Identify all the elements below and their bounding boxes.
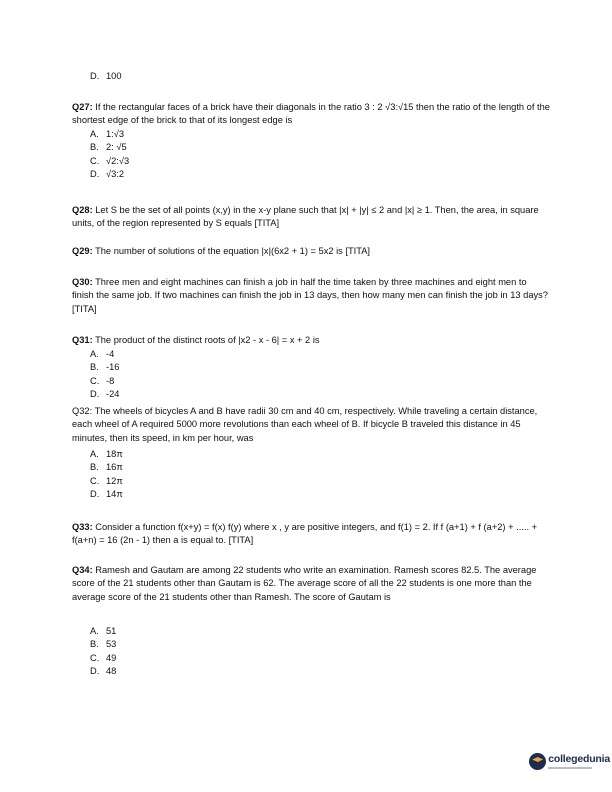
question-text: Q32: The wheels of bicycles A and B have radii 30 cm and 40 cm, respectively. While traveling a certain distance, each wheel of A required 5000 more revolutions than each wheel of B. If bicycle B traveled this distance in 45 minutes, then its speed, in km per hour, was [72,406,538,443]
question-text: Three men and eight machines can finish a job in half the time taken by three machines and eight men to finish the same job. If two machines can finish the job in 13 days, then how many men can finish the job in 13 days? [TITA] [72,277,548,314]
option-d: D. 14π [90,489,123,500]
q34-options [90,625,116,679]
option-c: C. √2:√3 [90,155,130,166]
question-label: Q30: [72,277,93,287]
question-text: Ramesh and Gautam are among 22 students who write an examination. Ramesh scores 82.5. The average score of the 21 students other than Gautam is 62. The average score of all the 22 students is one more than the average score of the 21 students other than Ramesh. The score of Gautam is [72,565,537,602]
question-29 [72,245,550,258]
question-27 [72,101,550,128]
question-text: The product of the distinct roots of |x2 - x - 6| = x + 2 is [92,335,320,345]
question-label: Q33: [72,522,93,532]
option-d: D. -24 [90,389,120,400]
graduation-cap-icon [529,753,546,770]
option-c: C. -8 [90,375,115,386]
question-text: Let S be the set of all points (x,y) in the x-y plane such that |x| + |y| ≤ 2 and |x| ≥ 1. Then, the area, in square units, of the region represented by S equals [TITA] [72,205,539,229]
option-b: B. -16 [90,362,120,373]
q27-options [90,128,129,182]
option-b: B. 53 [90,639,117,650]
option-c: C. 12π [90,475,123,486]
question-label: Q27: [72,102,93,112]
question-label: Q34: [72,565,93,575]
question-text: The number of solutions of the equation |x|(6x2 + 1) = 5x2 is [TITA] [92,246,371,256]
question-text: Consider a function f(x+y) = f(x) f(y) where x , y are positive integers, and f(1) = 2. If f (a+1) + f (a+2) + ..... + f(a+n) = 16 (2n - 1) then a is equal to. [TITA] [72,522,538,546]
q26-options [90,70,122,83]
question-34 [72,564,550,604]
option-d: D. 100 [90,71,122,81]
logo-tagline [548,767,592,769]
option-c: C. 49 [90,652,117,663]
q32-options [90,448,123,502]
question-33 [72,521,550,548]
question-label: Q28: [72,205,93,215]
option-d: D. √3:2 [90,169,125,180]
logo-name: collegedunia [548,753,610,765]
question-31 [72,334,550,347]
question-32 [72,405,550,445]
collegedunia-logo [529,753,610,770]
question-text: If the rectangular faces of a brick have their diagonals in the ratio 3 : 2 √3:√15 then the ratio of the length of the shortest edge of the brick to that of its longest edge is [72,102,550,126]
question-30 [72,276,550,316]
question-label: Q31: [72,335,93,345]
question-label: Q29: [72,246,93,256]
option-a: A. 18π [90,449,123,459]
option-a: A. -4 [90,349,115,359]
q31-options [90,348,119,402]
option-b: B. 2: √5 [90,142,127,153]
option-a: A. 51 [90,626,117,636]
option-b: B. 16π [90,462,123,473]
option-d: D. 48 [90,666,117,677]
option-a: A. 1:√3 [90,129,125,139]
question-28 [72,204,550,231]
